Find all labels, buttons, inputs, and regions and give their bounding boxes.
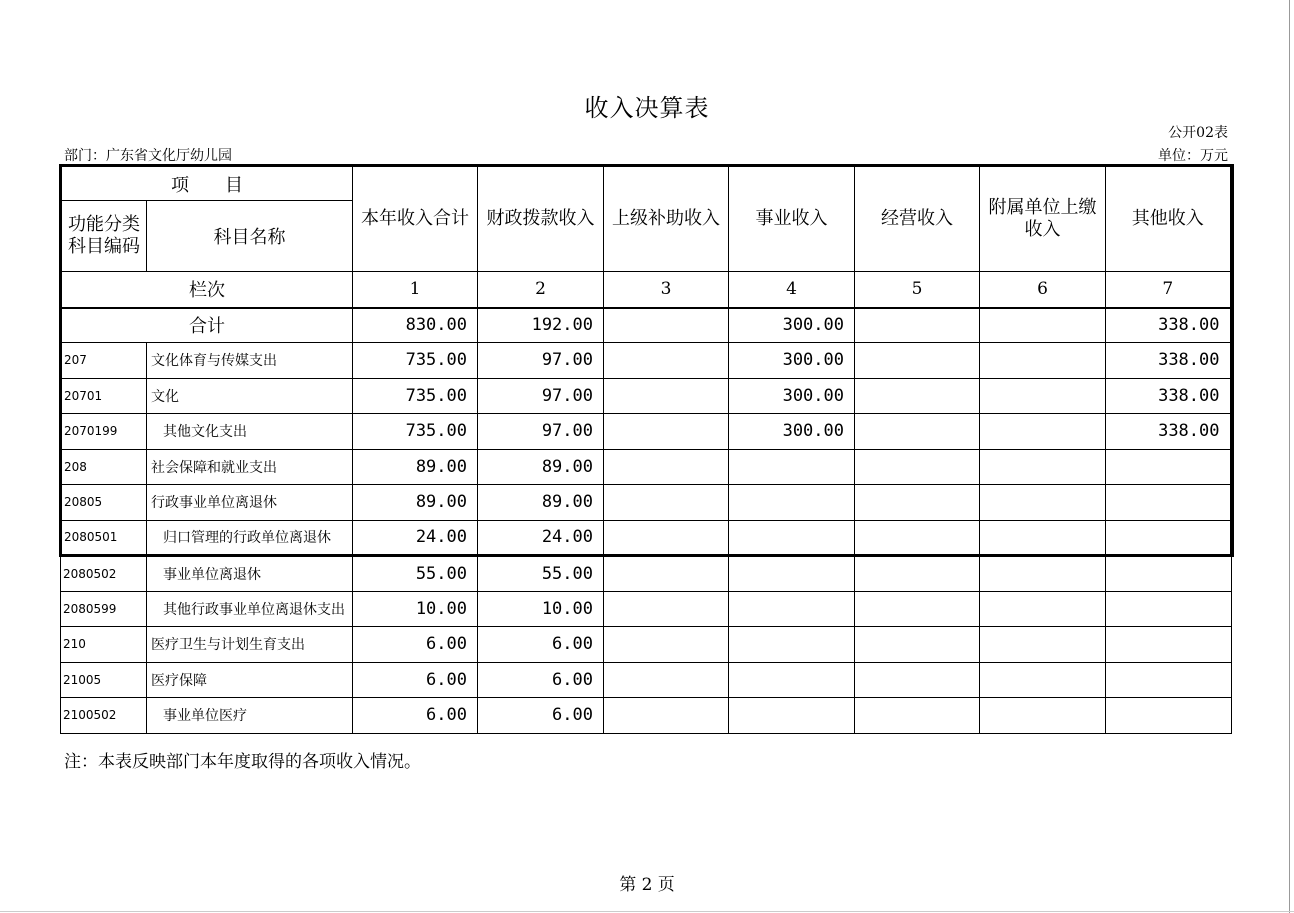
subject-code-cell: 2080502: [61, 556, 147, 592]
value-cell: 89.00: [353, 449, 478, 485]
value-cell: [729, 485, 855, 521]
subject-name-cell: 归口管理的行政单位离退休: [147, 520, 353, 556]
value-cell: [855, 556, 980, 592]
value-cell: [1106, 449, 1232, 485]
value-cell: [980, 698, 1106, 734]
value-cell: [1106, 485, 1232, 521]
value-cell: [980, 627, 1106, 663]
total-row: [61, 308, 1232, 343]
value-cell: [604, 556, 729, 592]
page-edge-bottom: [0, 911, 1294, 912]
value-cell: 55.00: [478, 556, 604, 592]
value-cell: [855, 591, 980, 627]
value-cell: 338.00: [1106, 343, 1232, 379]
value-cell: 89.00: [353, 485, 478, 521]
value-cell: 6.00: [478, 662, 604, 698]
subject-name-cell: 医疗保障: [147, 662, 353, 698]
report-title: 收入决算表: [584, 94, 710, 122]
value-cell: 735.00: [353, 343, 478, 379]
table-row: [61, 698, 1232, 734]
value-cell: [980, 414, 1106, 450]
value-cell: [855, 698, 980, 734]
total-value: 300.00: [729, 308, 855, 343]
value-cell: [729, 520, 855, 556]
value-cell: 89.00: [478, 485, 604, 521]
value-cell: [1106, 591, 1232, 627]
value-cell: 338.00: [1106, 378, 1232, 414]
footnote: 注：本表反映部门本年度取得的各项收入情况。: [64, 752, 421, 772]
value-cell: [1106, 627, 1232, 663]
value-cell: [1106, 556, 1232, 592]
table-row: [61, 627, 1232, 663]
value-cell: [1106, 698, 1232, 734]
value-cell: [604, 378, 729, 414]
value-cell: [855, 627, 980, 663]
column-number-row: [61, 272, 1232, 308]
value-cell: [604, 449, 729, 485]
value-cell: 24.00: [353, 520, 478, 556]
value-cell: [729, 556, 855, 592]
value-cell: 735.00: [353, 378, 478, 414]
value-cell: 10.00: [353, 591, 478, 627]
value-cell: 300.00: [729, 343, 855, 379]
subject-code-cell: 2100502: [61, 698, 147, 734]
subject-name-cell: 事业单位离退休: [147, 556, 353, 592]
value-cell: [1106, 662, 1232, 698]
value-cell: [604, 343, 729, 379]
column-number: 6: [980, 272, 1106, 308]
header-col-4: 事业收入: [729, 166, 855, 272]
value-cell: 10.00: [478, 591, 604, 627]
value-cell: 55.00: [353, 556, 478, 592]
value-cell: 97.00: [478, 343, 604, 379]
column-number: 1: [353, 272, 478, 308]
value-cell: 24.00: [478, 520, 604, 556]
value-cell: [855, 343, 980, 379]
table-row: [61, 414, 1232, 450]
value-cell: [980, 485, 1106, 521]
value-cell: [980, 556, 1106, 592]
value-cell: [980, 343, 1106, 379]
column-number: 3: [604, 272, 729, 308]
header-subject-name: 科目名称: [147, 201, 353, 272]
value-cell: [604, 520, 729, 556]
value-cell: [980, 662, 1106, 698]
department-label: 部门：广东省文化厅幼儿园: [64, 148, 232, 164]
subject-code-cell: 207: [61, 343, 147, 379]
value-cell: [729, 662, 855, 698]
value-cell: [980, 520, 1106, 556]
header-col-6: 附属单位上缴收入: [980, 166, 1106, 272]
subject-code-cell: 2080599: [61, 591, 147, 627]
value-cell: [729, 627, 855, 663]
subject-name-cell: 事业单位医疗: [147, 698, 353, 734]
header-row-1: [61, 166, 1232, 201]
page-number: 第 2 页: [619, 875, 675, 895]
form-code: 公开02表: [1168, 125, 1228, 141]
subject-name-cell: 文化体育与传媒支出: [147, 343, 353, 379]
header-col-2: 财政拨款收入: [478, 166, 604, 272]
subject-name-cell: 行政事业单位离退休: [147, 485, 353, 521]
value-cell: [980, 591, 1106, 627]
value-cell: 300.00: [729, 414, 855, 450]
value-cell: 89.00: [478, 449, 604, 485]
table-row: [61, 520, 1232, 556]
total-value: 830.00: [353, 308, 478, 343]
income-table: [59, 164, 1234, 734]
value-cell: [855, 449, 980, 485]
table-row: [61, 449, 1232, 485]
subject-code-cell: 2070199: [61, 414, 147, 450]
value-cell: [980, 449, 1106, 485]
value-cell: [855, 662, 980, 698]
table-row: [61, 485, 1232, 521]
value-cell: [729, 591, 855, 627]
value-cell: 6.00: [478, 698, 604, 734]
value-cell: [604, 662, 729, 698]
column-number: 5: [855, 272, 980, 308]
value-cell: [855, 485, 980, 521]
column-number: 4: [729, 272, 855, 308]
value-cell: [855, 378, 980, 414]
value-cell: [604, 627, 729, 663]
table-row: [61, 378, 1232, 414]
value-cell: [604, 414, 729, 450]
value-cell: [604, 698, 729, 734]
subject-name-cell: 其他行政事业单位离退休支出: [147, 591, 353, 627]
subject-name-cell: 医疗卫生与计划生育支出: [147, 627, 353, 663]
header-func-code: 功能分类科目编码: [61, 201, 147, 272]
value-cell: [729, 698, 855, 734]
value-cell: [855, 414, 980, 450]
value-cell: 338.00: [1106, 414, 1232, 450]
total-value: [855, 308, 980, 343]
total-value: 192.00: [478, 308, 604, 343]
total-label: 合计: [61, 308, 353, 343]
header-col-7: 其他收入: [1106, 166, 1232, 272]
header-col-1: 本年收入合计: [353, 166, 478, 272]
subject-code-cell: 20701: [61, 378, 147, 414]
page-edge-right: [1289, 0, 1290, 913]
value-cell: [604, 485, 729, 521]
table-row: [61, 556, 1232, 592]
subject-code-cell: 208: [61, 449, 147, 485]
value-cell: 6.00: [353, 698, 478, 734]
subject-name-cell: 文化: [147, 378, 353, 414]
header-col-3: 上级补助收入: [604, 166, 729, 272]
column-number-label: 栏次: [61, 272, 353, 308]
subject-code-cell: 20805: [61, 485, 147, 521]
value-cell: [855, 520, 980, 556]
value-cell: 6.00: [353, 662, 478, 698]
table-row: [61, 591, 1232, 627]
table-row: [61, 662, 1232, 698]
subject-name-cell: 其他文化支出: [147, 414, 353, 450]
total-value: [980, 308, 1106, 343]
value-cell: 300.00: [729, 378, 855, 414]
value-cell: [604, 591, 729, 627]
header-item: 项 目: [61, 166, 353, 201]
unit-label: 单位：万元: [1158, 148, 1228, 164]
value-cell: [980, 378, 1106, 414]
total-value: 338.00: [1106, 308, 1232, 343]
value-cell: 735.00: [353, 414, 478, 450]
value-cell: 6.00: [353, 627, 478, 663]
value-cell: [1106, 520, 1232, 556]
subject-name-cell: 社会保障和就业支出: [147, 449, 353, 485]
header-col-5: 经营收入: [855, 166, 980, 272]
subject-code-cell: 21005: [61, 662, 147, 698]
column-number: 7: [1106, 272, 1232, 308]
value-cell: 6.00: [478, 627, 604, 663]
subject-code-cell: 2080501: [61, 520, 147, 556]
value-cell: [729, 449, 855, 485]
table-row: [61, 343, 1232, 379]
subject-code-cell: 210: [61, 627, 147, 663]
value-cell: 97.00: [478, 378, 604, 414]
column-number: 2: [478, 272, 604, 308]
total-value: [604, 308, 729, 343]
value-cell: 97.00: [478, 414, 604, 450]
